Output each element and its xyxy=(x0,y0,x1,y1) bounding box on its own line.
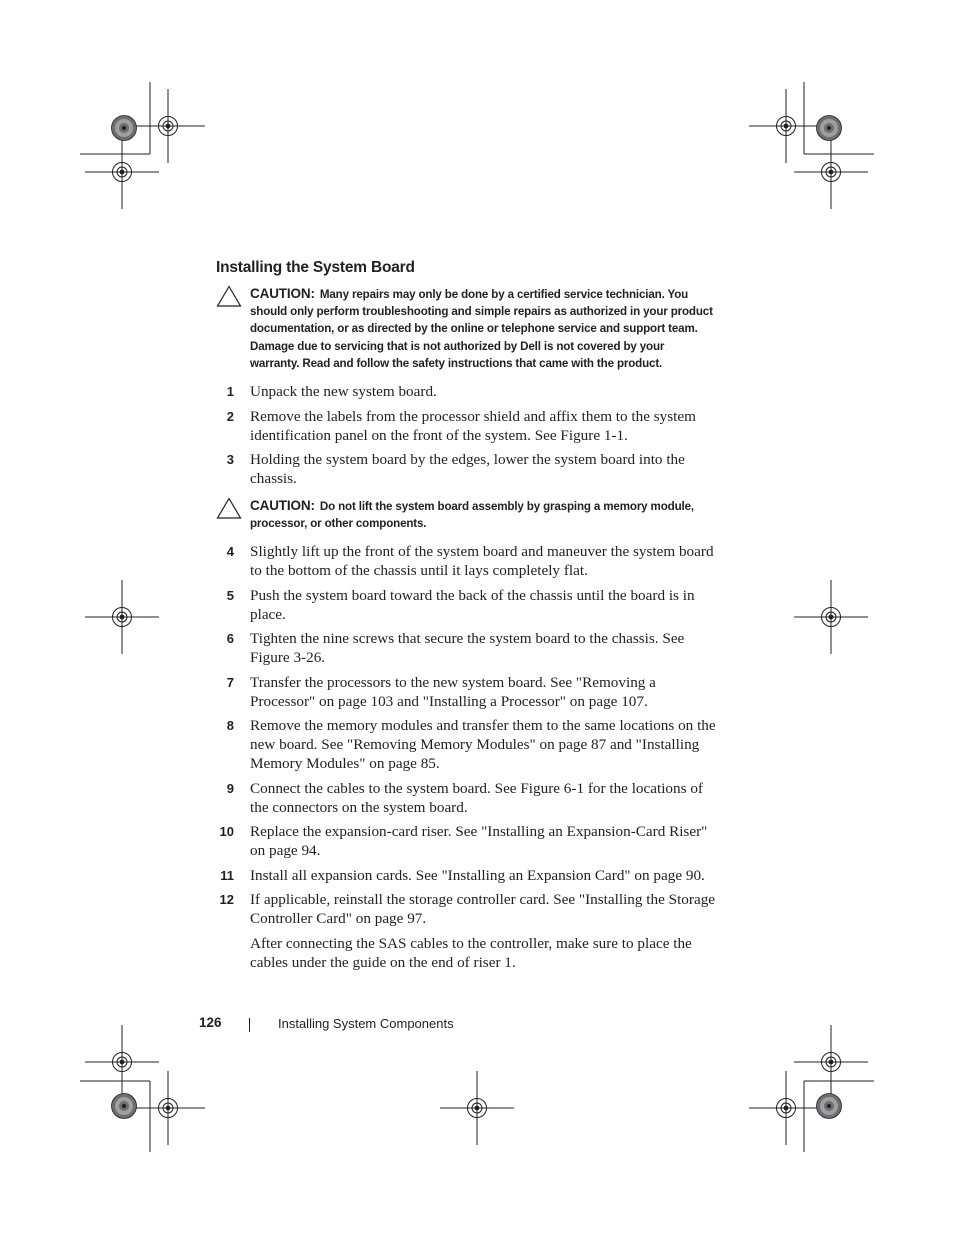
caution-label: CAUTION: xyxy=(250,286,315,301)
step-number: 7 xyxy=(226,674,234,690)
step-item xyxy=(216,542,716,580)
section-heading: Installing the System Board xyxy=(216,259,415,276)
step-text: Connect the cables to the system board. See Figure 6-1 for the locations of the connectors on the system board. xyxy=(250,779,703,816)
step-text: Tighten the nine screws that secure the system board to the chassis. See Figure 3-26. xyxy=(250,630,685,667)
step-number: 6 xyxy=(226,631,234,647)
step-text: Replace the expansion-card riser. See "Installing an Expansion-Card Riser" on page 94. xyxy=(250,823,708,860)
steps-list-2 xyxy=(216,542,716,928)
caution-label: CAUTION: xyxy=(250,498,315,514)
step-text: Push the system board toward the back of the chassis until the board is in place. xyxy=(250,586,695,623)
step-item xyxy=(216,407,716,445)
steps-list-1 xyxy=(216,382,716,488)
step-text: Remove the labels from the processor shield and affix them to the system identification panel on the front of the system. See Figure 1-1. xyxy=(250,407,696,444)
step-item xyxy=(216,586,716,624)
step-number: 12 xyxy=(219,892,234,908)
step-item xyxy=(216,716,716,773)
step-text: If applicable, reinstall the storage controller card. See "Installing the Storage Controller Card" on page 97. xyxy=(250,891,716,928)
step-item xyxy=(216,779,716,817)
step-number: 9 xyxy=(226,780,234,796)
step-item xyxy=(216,629,716,667)
caution-message: Do not lift the system board assembly by grasping a memory module, processor, or other components. xyxy=(250,500,694,531)
page-number: 126 xyxy=(199,1015,222,1030)
step-number: 2 xyxy=(226,408,234,424)
chapter-title: Installing System Components xyxy=(278,1016,454,1031)
step-number: 5 xyxy=(226,587,234,603)
caution-text xyxy=(250,285,716,372)
step-item xyxy=(216,673,716,711)
step-number: 4 xyxy=(226,544,234,560)
step-number: 11 xyxy=(220,867,234,883)
caution-message: Many repairs may only be done by a certified service technician. You should only perform troubleshooting and simple repairs as authorized in your product documentation, or as directed by the online or telephone service and support team. Damage due to servicing that is not authorized by Dell is not covered by your warranty. Read and follow the safety instructions that came with the product. xyxy=(250,288,713,370)
caution-triangle-icon xyxy=(216,285,242,307)
step-text: Remove the memory modules and transfer them to the same locations on the new board. See "Removing Memory Modules" on page 87 and "Installing Memory Modules" on page 85. xyxy=(250,717,716,773)
step-item xyxy=(216,866,716,885)
footer-separator xyxy=(249,1018,250,1032)
step-12-note: After connecting the SAS cables to the controller, make sure to place the cables under the guide on the end of riser 1. xyxy=(250,934,692,971)
step-text: Slightly lift up the front of the system board and maneuver the system board to the bottom of the chassis until it lays completely flat. xyxy=(250,543,714,580)
step-text: Transfer the processors to the new system board. See "Removing a Processor" on page 103 and "Installing a Processor" on page 107. xyxy=(250,673,656,710)
caution-block xyxy=(216,497,716,532)
step-text: Holding the system board by the edges, lower the system board into the chassis. xyxy=(250,451,685,488)
step-number: 8 xyxy=(226,718,234,734)
page-content xyxy=(216,259,716,987)
step-item xyxy=(216,822,716,860)
step-text: Install all expansion cards. See "Installing an Expansion Card" on page 90. xyxy=(250,866,705,884)
step-number: 1 xyxy=(226,384,234,400)
caution-triangle-icon xyxy=(216,497,242,519)
step-number: 10 xyxy=(219,824,234,840)
caution-text xyxy=(250,497,716,532)
step-text: Unpack the new system board. xyxy=(250,383,437,401)
step-item xyxy=(216,890,716,928)
step-number: 3 xyxy=(226,452,234,468)
step-item xyxy=(216,382,716,401)
caution-block xyxy=(216,285,716,372)
step-item xyxy=(216,450,716,488)
